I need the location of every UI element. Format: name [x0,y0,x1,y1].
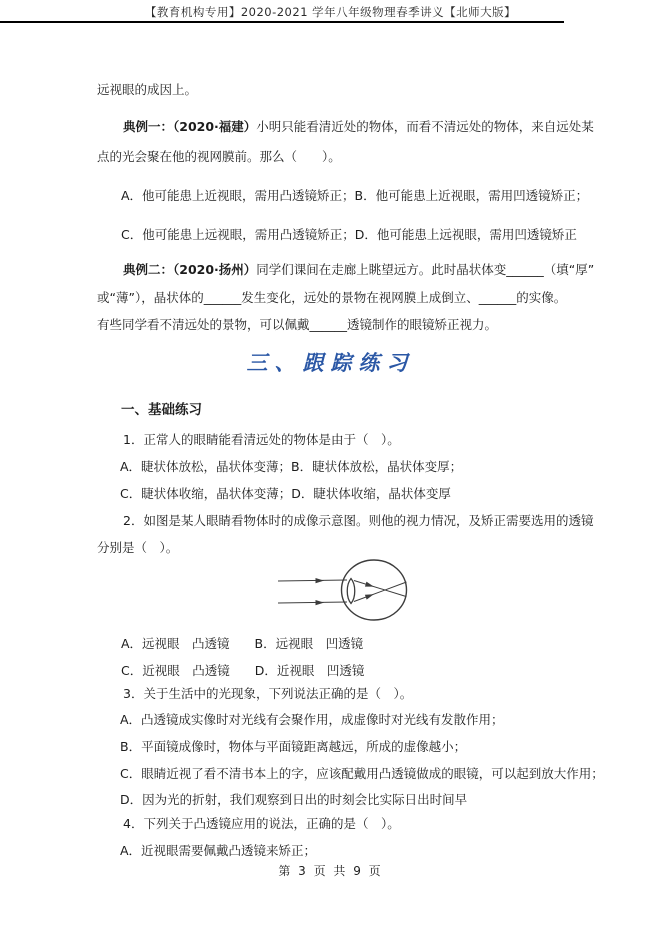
q2-stem-line2: 分别是（ ）。 [97,540,179,555]
example2-line3: 有些同学看不清远处的景物，可以佩戴______透镜制作的眼镜矫正视力。 [97,317,498,332]
example2-line2: 或“薄”），晶状体的______发生变化，远处的景物在视网膜上成倒立、______的实像。 [97,290,567,305]
subsection-heading-basic-practice: 一、基础练习 [121,402,202,418]
eye-imaging-figure [270,548,480,633]
crystalline-lens [347,579,355,604]
refracted-ray-bottom [354,582,407,602]
example2-label: 典例二：（2020·扬州） [123,262,257,277]
q3-option-d: D．因为光的折射，我们观察到日出的时刻会比实际日出时间早 [120,792,468,807]
section-heading-tracking-practice: 三、跟踪练习 [246,350,415,375]
example2-line1 [123,262,594,278]
q2-options-row2: C．近视眼 凸透镜 D．近视眼 凹透镜 [121,663,365,678]
q4-option-a: A．近视眼需要佩戴凸透镜来矫正； [120,843,317,858]
ray-arrow-bottom [316,600,325,605]
q1-options-row2: C．睫状体收缩，晶状体变薄；D．睫状体收缩，晶状体变厚 [120,486,451,501]
refracted-arrow-top [365,582,375,589]
q2-stem-line1: 2．如图是某人眼睛看物体时的成像示意图。则他的视力情况，及矫正需要选用的透镜 [123,513,594,528]
q3-option-b: B．平面镜成像时，物体与平面镜距离越远，所成的虚像越小； [120,739,467,754]
example1-line1-text: 小明只能看清近处的物体，而看不清远处的物体，来自远处某 [256,119,594,134]
example2-line1-text: 同学们课间在走廊上眺望远方。此时晶状体变______（填“厚” [256,262,595,277]
q1-stem: 1．正常人的眼睛能看清远处的物体是由于（ ）。 [123,432,400,447]
refracted-arrow-bottom [365,592,375,600]
refracted-ray-top [354,581,407,597]
example1-line1 [123,119,594,135]
example1-options-row1: A．他可能患上近视眼，需用凸透镜矫正；B．他可能患上近视眼，需用凹透镜矫正； [121,188,589,203]
q3-option-a: A．凸透镜成实像时对光线有会聚作用，成虚像时对光线有发散作用； [120,712,504,727]
header-title: 【教育机构专用】2020-2021 学年八年级物理春季讲义【北师大版】 [144,5,517,19]
header-rule [0,21,564,23]
q3-stem: 3．关于生活中的光现象，下列说法正确的是（ ）。 [123,686,413,701]
example1-line2: 点的光会聚在他的视网膜前。那么（ ）。 [97,149,341,164]
incident-ray-bottom [278,602,347,603]
q1-options-row1: A．睫状体放松，晶状体变薄；B．睫状体放松，晶状体变厚； [120,459,463,474]
q2-options-row1: A．远视眼 凸透镜 B．远视眼 凹透镜 [121,636,364,651]
example1-label: 典例一：（2020·福建） [123,119,257,134]
intro-line: 远视眼的成因上。 [97,82,198,97]
example1-options-row2: C．他可能患上远视眼，需用凸透镜矫正；D．他可能患上远视眼，需用凹透镜矫正 [121,227,577,242]
page-number-indicator: 第 3 页 共 9 页 [278,864,383,878]
q3-option-c: C．眼睛近视了看不清书本上的字，应该配戴用凸透镜做成的眼镜，可以起到放大作用； [120,766,604,781]
incident-ray-top [278,580,347,581]
q4-stem: 4．下列关于凸透镜应用的说法，正确的是（ ）。 [123,816,400,831]
ray-arrow-top [316,578,325,583]
eyeball-outline [342,560,407,620]
